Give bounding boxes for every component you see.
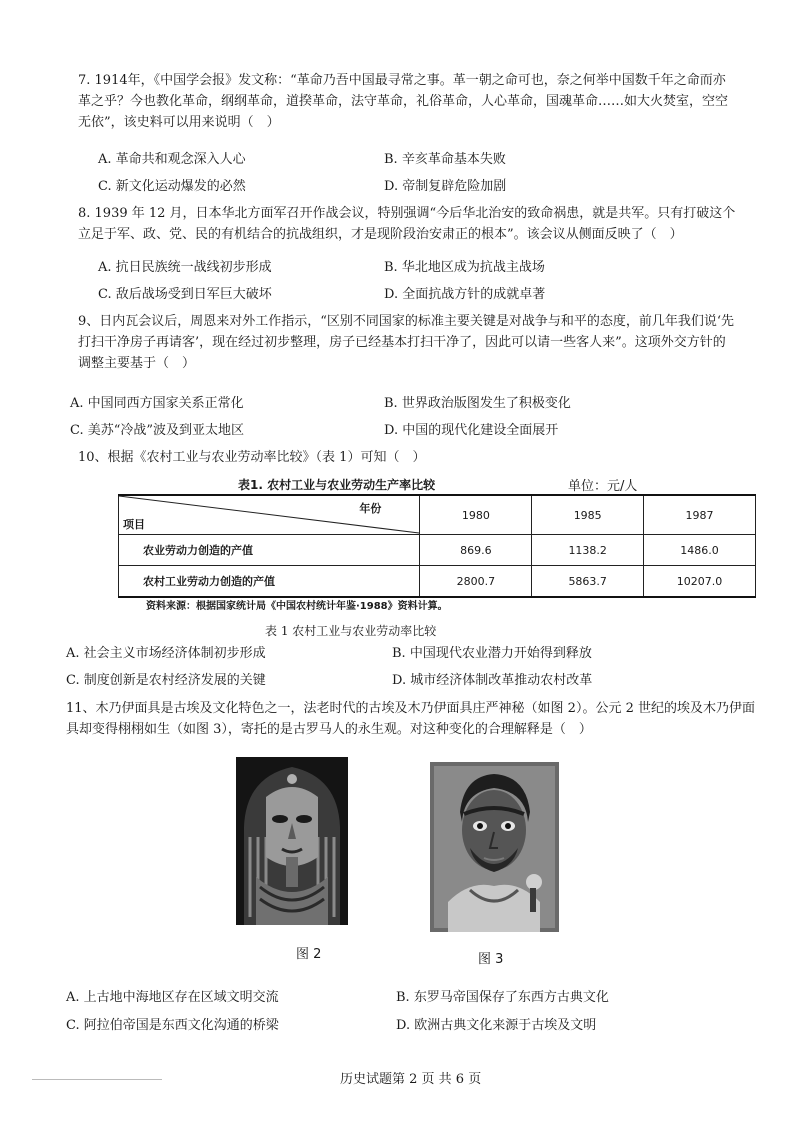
table-title: 表1. 农村工业与农业劳动生产率比较 [238, 478, 436, 492]
question-7-option-c: C. 新文化运动爆发的必然 [98, 179, 246, 194]
year-header: 1985 [532, 495, 644, 535]
table-cell: 2800.7 [420, 566, 532, 598]
figure-2-caption: 图 2 [296, 947, 322, 962]
question-7-option-d: D. 帝制复辟危险加剧 [384, 179, 507, 194]
question-10-option-b: B. 中国现代农业潜力开始得到释放 [392, 646, 592, 661]
figure-3-caption: 图 3 [478, 952, 504, 967]
question-7-stem: 7. 1914年，《中国学会报》发文称：“革命乃吾中国最寻常之事。革一朝之命可也，奈之何举中国数千年之命而亦革之乎？今也教化革命，纲纲革命，道揆革命，法守革命，礼俗革命，人心革命，国魂革命……如大火焚室，空空无依”，该史料可以用来说明（ ） [78, 73, 729, 130]
table-cell: 1138.2 [532, 535, 644, 566]
table-row [119, 535, 756, 566]
question-9-stem: 9、日内瓦会议后，周恩来对外工作指示，“区别不同国家的标准主要关键是对战争与和平的态度，前几年我们说‘先打扫干净房子再请客’，现在经过初步整理，房子已经基本打扫干净了，因此可以请一些客人来”。这项外交方针的调整主要基于（ ） [78, 314, 735, 371]
question-11-option-a: A. 上古地中海地区存在区域文明交流 [66, 990, 279, 1005]
question-11-option-b: B. 东罗马帝国保存了东西方古典文化 [396, 990, 609, 1005]
year-header: 1987 [644, 495, 756, 535]
footer-divider [32, 1079, 162, 1080]
table-header-row [119, 495, 756, 535]
row-label: 农业劳动力创造的产值 [119, 535, 420, 566]
question-8-option-b: B. 华北地区成为抗战主战场 [384, 260, 545, 275]
question-9-option-d: D. 中国的现代化建设全面展开 [384, 423, 559, 438]
question-8-stem: 8. 1939 年 12 月，日本华北方面军召开作战会议，特别强调“今后华北治安的致命祸患，就是共军。只有打破这个立足于军、政、党、民的有机结合的抗战组织，才是现阶段治安肃正的根本”。该会议从侧面反映了（ ） [78, 206, 736, 242]
question-10-option-c: C. 制度创新是农村经济发展的关键 [66, 673, 266, 688]
year-header: 1980 [420, 495, 532, 535]
question-9-option-b: B. 世界政治版图发生了积极变化 [384, 396, 571, 411]
question-7-option-b: B. 辛亥革命基本失败 [384, 152, 506, 167]
question-9-option-c: C. 美苏“冷战”波及到亚太地区 [70, 423, 245, 438]
question-9-option-a: A. 中国同西方国家关系正常化 [70, 396, 244, 411]
question-11-stem: 11、木乃伊面具是古埃及文化特色之一，法老时代的古埃及木乃伊面具庄严神秘（如图 2）。公元 2 世纪的埃及木乃伊面具却变得栩栩如生（如图 3），寄托的是古罗马人的永生观。对这种变化的合理解释是（ ） [66, 701, 755, 737]
row-label: 农村工业劳动力创造的产值 [119, 566, 420, 598]
question-7-option-a: A. 革命共和观念深入人心 [98, 152, 246, 167]
table-unit: 单位：元/人 [568, 479, 638, 494]
question-8-option-c: C. 敌后战场受到日军巨大破坏 [98, 287, 272, 302]
header-item-label: 项目 [123, 518, 145, 531]
figure-2-pharaoh-mask-image [236, 757, 348, 925]
question-10-stem: 10、根据《农村工业与农业劳动率比较》（表 1）可知（ ） [78, 450, 426, 465]
figure-3-fayum-portrait-image [430, 762, 559, 932]
table-cell: 869.6 [420, 535, 532, 566]
table-cell: 1486.0 [644, 535, 756, 566]
page-footer: 历史试题第 2 页 共 6 页 [340, 1072, 482, 1087]
table-source-note: 资料来源：根据国家统计局《中国农村统计年鉴·1988》资料计算。 [146, 601, 448, 612]
question-11-option-c: C. 阿拉伯帝国是东西文化沟通的桥梁 [66, 1018, 279, 1033]
header-year-label: 年份 [359, 502, 382, 515]
table-caption: 表 1 农村工业与农业劳动率比较 [265, 624, 437, 638]
question-11-option-d: D. 欧洲古典文化来源于古埃及文明 [396, 1018, 597, 1033]
table-cell: 5863.7 [532, 566, 644, 598]
table-cell: 10207.0 [644, 566, 756, 598]
question-8-option-a: A. 抗日民族统一战线初步形成 [98, 260, 272, 275]
table-corner-cell [119, 495, 420, 535]
question-8-option-d: D. 全面抗战方针的成就卓著 [384, 287, 546, 302]
question-10-option-a: A. 社会主义市场经济体制初步形成 [66, 646, 266, 661]
question-10-option-d: D. 城市经济体制改革推动农村改革 [392, 673, 593, 688]
table-row [119, 566, 756, 598]
productivity-table [118, 494, 756, 598]
